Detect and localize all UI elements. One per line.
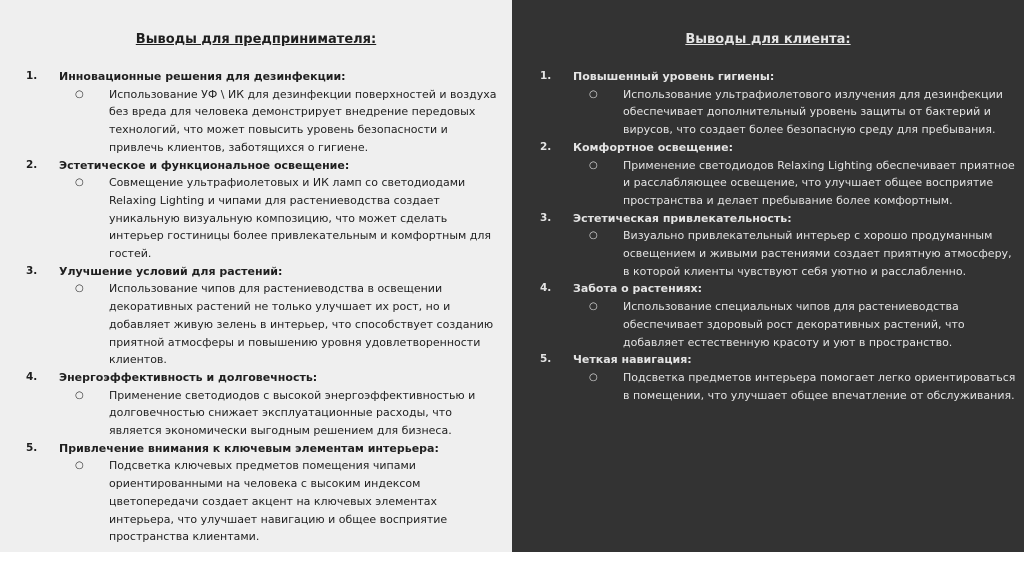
circle-bullet-icon: ○ bbox=[75, 88, 84, 100]
circle-bullet-icon: ○ bbox=[75, 460, 84, 472]
list-item bbox=[26, 369, 504, 440]
item-title: Энергоэффективность и долговечность: bbox=[59, 370, 318, 384]
entrepreneur-list bbox=[26, 68, 504, 546]
circle-bullet-icon: ○ bbox=[75, 283, 84, 295]
bullet-point bbox=[59, 174, 504, 263]
bullet-text: Использование чипов для растениеводства в освещении декоративных растений не только улучшает их рост, но и добавляет живую зелень в интерьер, что способствует созданию приятной атмосферы и повышению уровня удовлетворенности клиентов. bbox=[109, 282, 494, 367]
circle-bullet-icon: ○ bbox=[589, 371, 598, 383]
bullet-point bbox=[573, 369, 1018, 404]
list-item bbox=[540, 68, 1018, 139]
circle-bullet-icon: ○ bbox=[589, 159, 598, 171]
bullet-text: Подсветка ключевых предметов помещения чипами ориентированными на человека с высоким индексом цветопередачи создает акцент на ключевых элементах интерьера, что улучшает навигацию и общее восприятие пространства клиентами. bbox=[109, 459, 448, 544]
item-title: Четкая навигация: bbox=[573, 353, 692, 367]
item-title: Эстетическое и функциональное освещение: bbox=[59, 158, 350, 172]
list-item bbox=[26, 157, 504, 263]
bullet-point bbox=[59, 86, 504, 157]
item-number: 3. bbox=[26, 264, 38, 277]
bullet-point bbox=[59, 387, 504, 440]
bullet-point bbox=[59, 280, 504, 369]
list-item bbox=[540, 351, 1018, 404]
circle-bullet-icon: ○ bbox=[75, 389, 84, 401]
list-item bbox=[540, 139, 1018, 210]
bullet-text: Подсветка предметов интерьера помогает легко ориентироваться в помещении, что улучшает общее впечатление от обслуживания. bbox=[623, 370, 1016, 402]
item-number: 5. bbox=[26, 441, 38, 454]
client-list bbox=[540, 68, 1018, 404]
client-title: Выводы для клиента: bbox=[685, 32, 851, 47]
entrepreneur-title: Выводы для предпринимателя: bbox=[135, 32, 377, 47]
bullet-text: Совмещение ультрафиолетовых и ИК ламп со светодиодами Relaxing Lighting и чипами для растениеводства создает уникальную визуальную композицию, что может сделать интерьер гостиницы более привлекательным и комфортным для гостей. bbox=[109, 176, 492, 261]
client-panel bbox=[512, 0, 1024, 552]
bullet-point bbox=[573, 227, 1018, 280]
list-item bbox=[540, 280, 1018, 351]
bullet-point bbox=[573, 86, 1018, 139]
item-title: Забота о растениях: bbox=[573, 282, 703, 296]
item-number: 4. bbox=[26, 370, 38, 383]
bullet-point bbox=[59, 457, 504, 546]
list-item bbox=[26, 68, 504, 157]
item-number: 1. bbox=[26, 70, 38, 82]
item-title: Улучшение условий для растений: bbox=[59, 264, 283, 278]
circle-bullet-icon: ○ bbox=[589, 230, 598, 242]
bullet-text: Визуально привлекательный интерьер с хорошо продуманным освещением и живыми растениями создает приятную атмосферу, в которой клиенты чувствуют себя уютно и расслабленно. bbox=[623, 229, 1012, 278]
bullet-point bbox=[573, 157, 1018, 210]
bullet-text: Применение светодиодов Relaxing Lighting обеспечивает приятное и расслабляющее освещение, что улучшает общее восприятие пространства и делает пребывание более комфортным. bbox=[623, 158, 1015, 207]
bullet-text: Применение светодиодов с высокой энергоэффективностью и долговечностью снижает эксплуатационные расходы, что является экономически выгодным решением для бизнеса. bbox=[109, 388, 476, 438]
item-number: 2. bbox=[540, 140, 552, 153]
item-title: Привлечение внимания к ключевым элементам интерьера: bbox=[59, 441, 439, 455]
circle-bullet-icon: ○ bbox=[75, 177, 84, 189]
circle-bullet-icon: ○ bbox=[589, 301, 598, 313]
entrepreneur-panel bbox=[0, 0, 512, 552]
bullet-text: Использование ультрафиолетового излучения для дезинфекции обеспечивает дополнительный уровень защиты от бактерий и вирусов, что создает более безопасную среду для пребывания. bbox=[623, 87, 1003, 137]
item-title: Комфортное освещение: bbox=[573, 140, 733, 154]
item-number: 3. bbox=[540, 211, 552, 224]
circle-bullet-icon: ○ bbox=[589, 88, 598, 100]
item-number: 2. bbox=[26, 158, 38, 171]
bullet-point bbox=[573, 298, 1018, 351]
item-title: Эстетическая привлекательность: bbox=[573, 211, 792, 225]
item-number: 1. bbox=[540, 70, 552, 82]
item-number: 5. bbox=[540, 353, 552, 366]
list-item bbox=[26, 440, 504, 546]
bullet-text: Использование специальных чипов для растениеводства обеспечивает здоровый рост декоративных растений, что добавляет естественную красоту и уют в пространство. bbox=[623, 300, 965, 349]
item-title: Инновационные решения для дезинфекции: bbox=[59, 70, 346, 83]
item-title: Повышенный уровень гигиены: bbox=[573, 70, 775, 83]
item-number: 4. bbox=[540, 282, 552, 295]
list-item bbox=[26, 263, 504, 369]
list-item bbox=[540, 210, 1018, 281]
bullet-text: Использование УФ \ ИК для дезинфекции поверхностей и воздуха без вреда для человека демонстрирует внедрение передовых технологий, что может повысить уровень безопасности и привлечь клиентов, заботящихся о гигиене. bbox=[109, 87, 497, 154]
